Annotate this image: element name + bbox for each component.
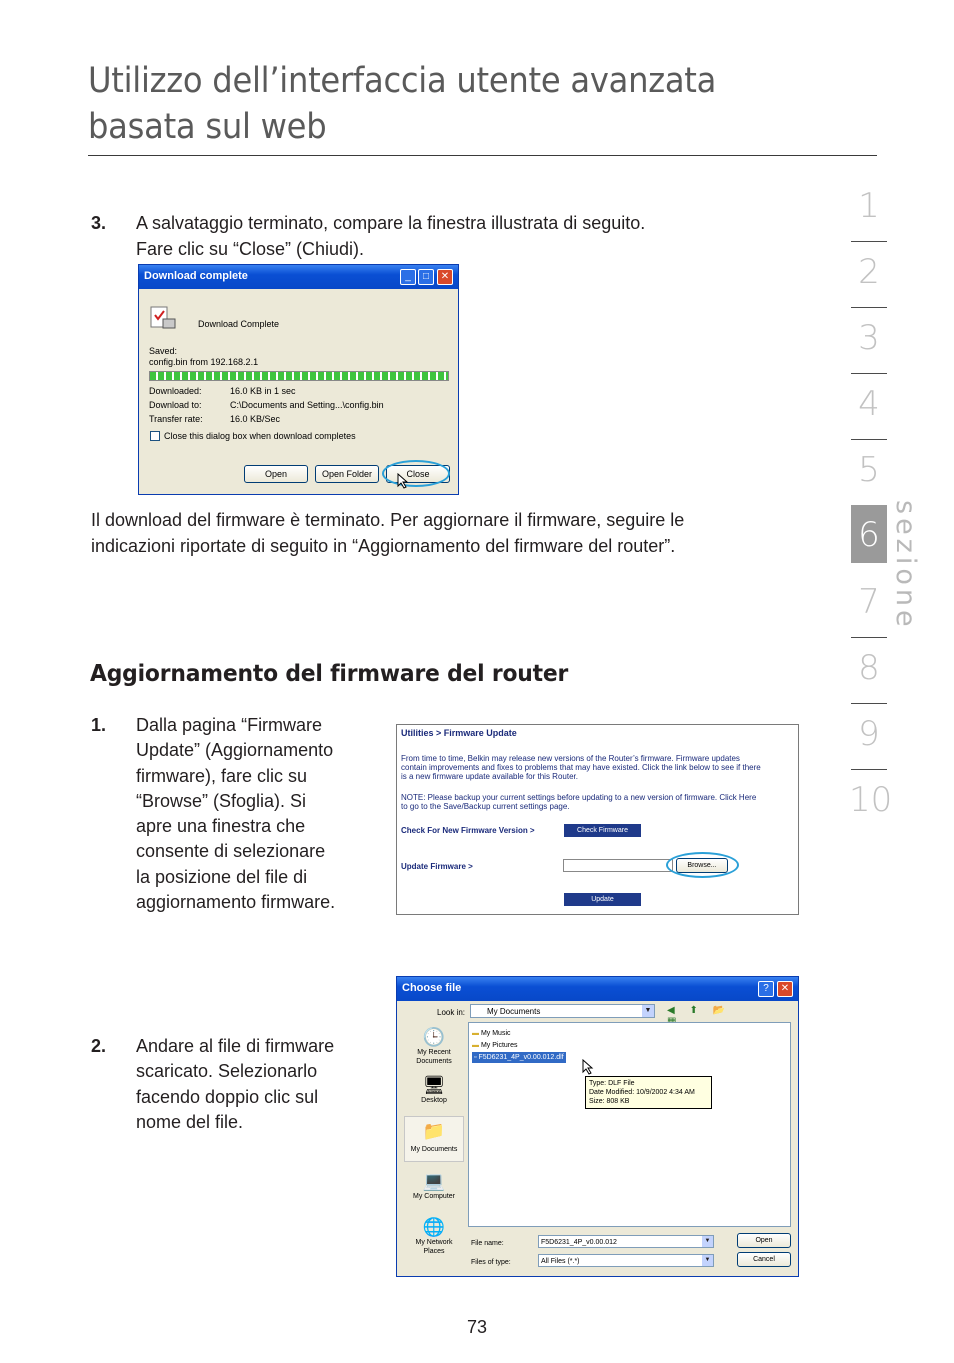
choose-file-dialog [396,976,799,1277]
step-number: 3. [91,213,107,233]
highlight-circle [666,852,739,878]
section-nav-9[interactable]: 9 [851,704,887,770]
step-number: 1. [91,715,107,735]
file-name-input[interactable]: F5D6231_4P_v0.00.012 ▼ [538,1235,714,1248]
browse-button[interactable]: Browse... [676,858,728,873]
list-item[interactable]: ▬ My Pictures [472,1042,518,1049]
file-name-label: File name: [471,1240,504,1247]
step-number: 2. [91,1036,107,1056]
maximize-icon[interactable]: □ [418,269,434,285]
dialog-titlebar: Choose file ? ✕ [397,977,798,1001]
desktop-icon: 🖥 [422,1075,446,1095]
section-nav-4[interactable]: 4 [851,374,887,440]
step3-text-line2: Fare clic su “Close” (Chiudi). [136,239,365,259]
cancel-button[interactable]: Cancel [737,1252,791,1267]
page-number: 73 [466,1317,488,1337]
download-complete-dialog [138,264,459,495]
download-file-icon [149,305,177,331]
recent-documents-icon: 🕒 [422,1027,446,1047]
file-list [468,1022,791,1227]
help-icon[interactable]: ? [758,981,774,997]
network-places-icon: 🌐 [422,1217,446,1237]
step2-text: Andare al file di firmware scaricato. Selezionarlo facendo doppio clic sul nome del file. [136,1036,335,1132]
my-documents-icon: 📁 [422,1121,446,1141]
section-nav-6-active[interactable]: 6 [851,505,887,563]
step1-text: Dalla pagina “Firmware Update” (Aggiornamento firmware), fare clic su “Browse” (Sfoglia). Si apre una finestra che consente di selezionare la posizione del file di aggiornamento firmware. [136,715,336,913]
list-item[interactable]: ▬ My Music [472,1030,511,1037]
step3-text-line1: A salvataggio terminato, compare la finestra illustrata di seguito. [136,213,646,233]
my-computer-icon: 💻 [422,1171,446,1191]
file-tooltip: Type: DLF File Date Modified: 10/9/2002 4:34 AM Size: 808 KB [585,1076,712,1109]
paragraph-line1: Il download del firmware è terminato. Per aggiornare il firmware, seguire le [91,510,685,530]
folder-icon: ▬ [472,1042,479,1049]
check-firmware-button[interactable]: Check Firmware [564,824,641,837]
place-my-network-places[interactable]: 🌐 My Network Places [407,1216,461,1256]
folder-icon: ▬ [472,1030,479,1037]
saved-label: Saved: [149,346,178,356]
section-nav-8[interactable]: 8 [851,638,887,704]
place-my-documents[interactable]: 📁 My Documents [404,1116,464,1162]
title-divider [88,155,877,156]
check-firmware-label: Check For New Firmware Version > [401,826,535,835]
place-my-computer[interactable]: 💻 My Computer [407,1170,461,1201]
open-button[interactable]: Open [244,465,308,483]
file-icon: ▫ [474,1054,477,1061]
saved-value: config.bin from 192.168.2.1 [149,357,259,367]
close-when-done-checkbox[interactable] [150,431,160,441]
close-icon[interactable]: ✕ [437,269,453,285]
firmware-update-screenshot: Utilities > Firmware Update From time to time, Belkin may release new versions of the Router’s firmware. Firmware updates contain improvements and fixes to problems that may have existed. Click the link below to see if there is a new firmware update available for this Router. NOTE: Please backup your current settings before updating to a new version of firmware. Click Here to go to the Save/Backup current settings page. Check For New Firmware Version > Check Firmware Update Firmware > Browse... Update [396,724,799,915]
transfer-rate-value: 16.0 KB/Sec [230,414,281,424]
places-bar [402,1022,466,1277]
page-title: Utilizzo dell’interfaccia utente avanzata basata sul web [88,61,717,147]
look-in-label: Look in: [437,1008,466,1017]
utilities-breadcrumb: Utilities > Firmware Update [401,728,517,738]
place-my-recent-documents[interactable]: 🕒 My Recent Documents [407,1026,461,1066]
chevron-down-icon[interactable]: ▼ [702,1255,713,1266]
list-item-selected[interactable]: ▫ F5D6231_4P_v0.00.012.dlf [474,1054,564,1061]
section-nav-2[interactable]: 2 [851,242,887,308]
minimize-icon[interactable]: _ [400,269,416,285]
downloaded-value: 16.0 KB in 1 sec [230,386,296,396]
cursor-icon [397,473,409,494]
file-type-select[interactable]: All Files (*.*) ▼ [538,1254,714,1267]
download-progress-fill [150,372,448,380]
firmware-file-input[interactable] [563,859,673,872]
downloaded-label: Downloaded: [149,386,202,396]
section-nav-7[interactable]: 7 [851,572,887,638]
update-button[interactable]: Update [564,893,641,906]
look-in-select[interactable]: My Documents ▼ [470,1004,655,1018]
file-type-label: Files of type: [471,1259,511,1266]
download-to-value: C:\Documents and Setting...\config.bin [230,400,384,410]
section-nav-5[interactable]: 5 [851,440,887,506]
download-progress-bar [149,371,449,381]
update-firmware-label: Update Firmware > [401,862,473,871]
transfer-rate-label: Transfer rate: [149,414,203,424]
dialog-titlebar: Download complete _ □ ✕ [139,265,458,289]
section-nav-3[interactable]: 3 [851,308,887,374]
toolbar-icons[interactable]: ◀ ⬆ 📂 [667,1005,732,1016]
section-heading: Aggiornamento del firmware del router [90,661,569,687]
chevron-down-icon[interactable]: ▼ [702,1236,713,1247]
download-heading: Download Complete [198,319,280,329]
highlight-circle [382,460,450,487]
open-folder-button[interactable]: Open Folder [315,465,379,483]
place-desktop[interactable]: 🖥 Desktop [407,1074,461,1105]
paragraph-line2: indicazioni riportate di seguito in “Aggiornamento del firmware del router”. [91,536,676,556]
close-when-done-label: Close this dialog box when download completes [164,431,356,441]
close-button[interactable]: Close [386,465,450,483]
open-button[interactable]: Open [737,1233,791,1248]
close-icon[interactable]: ✕ [777,981,793,997]
section-nav-10[interactable]: 10 [849,780,893,820]
section-nav-1[interactable]: 1 [851,176,887,242]
chevron-down-icon[interactable]: ▼ [642,1005,654,1017]
section-label: sezione [890,500,921,631]
download-to-label: Download to: [149,400,202,410]
